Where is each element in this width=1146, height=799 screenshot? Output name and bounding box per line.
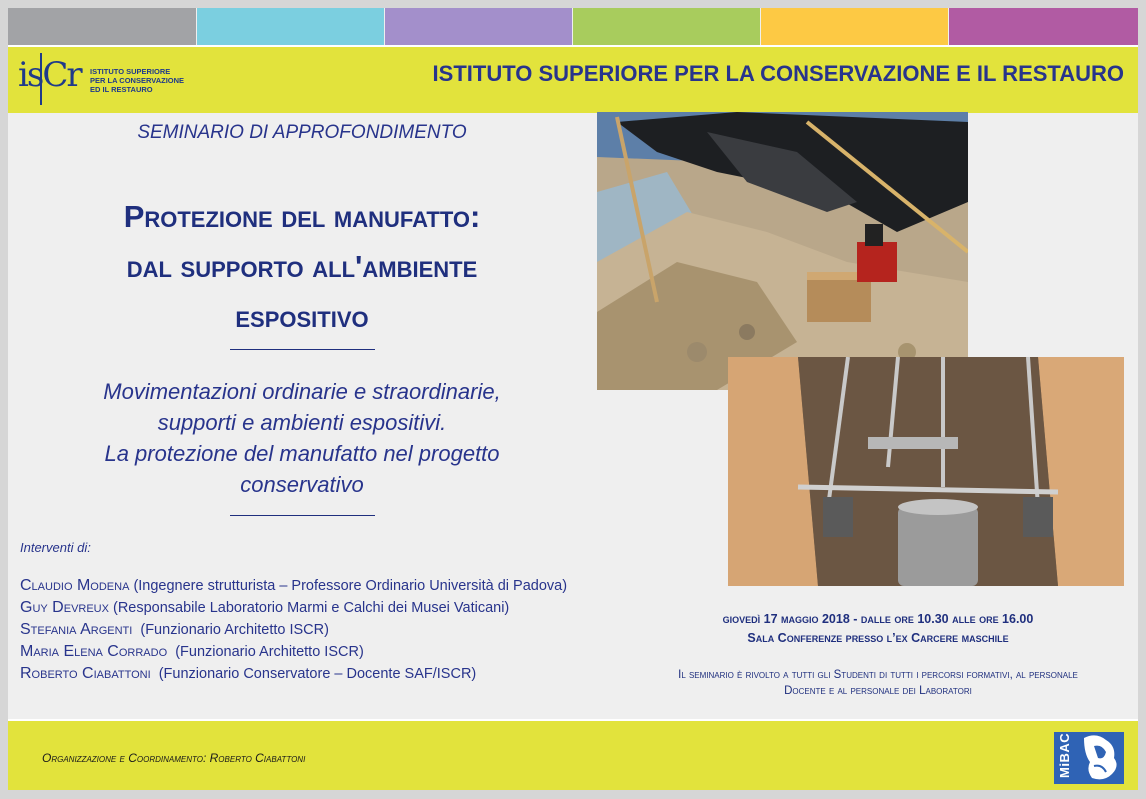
speaker-role: (Funzionario Conservatore – Docente SAF/ISCR): [158, 666, 477, 682]
title-line: Protezione del manufatto:: [123, 199, 481, 234]
subtitle-line: La protezione del manufatto nel progetto: [104, 441, 500, 466]
subtitle-line: supporti e ambienti espositivi.: [157, 410, 447, 435]
speaker-name: Maria Elena Corrado: [20, 643, 168, 660]
construction-site-photo: [597, 112, 968, 390]
poster: [8, 8, 1138, 790]
logo-text: [90, 67, 210, 94]
speaker-name: Guy Devreux: [20, 599, 109, 616]
subtitle-line: Movimentazioni ordinarie e straordinarie,: [103, 379, 501, 404]
organization-credit: Organizzazione e Coordinamento: Roberto Ciabattoni: [42, 751, 306, 765]
header-bar: [8, 45, 1138, 113]
speaker-role: (Funzionario Architetto ISCR): [175, 644, 364, 660]
speaker-name: Claudio Modena: [20, 577, 130, 594]
event-details: [628, 610, 1128, 648]
speakers-label: Interventi di:: [20, 540, 91, 555]
logo-mark: isCr: [18, 55, 81, 95]
color-stripe-5: [761, 8, 948, 45]
logo-text-line: ED IL RESTAURO: [90, 85, 153, 94]
seminar-label: SEMINARIO DI APPROFONDIMENTO: [137, 122, 467, 143]
audience-line: Il seminario è rivolto a tutti gli Studenti di tutti i percorsi formativi, al personale: [678, 669, 1078, 681]
speaker-role: (Ingegnere strutturista – Professore Ordinario Università di Padova): [133, 578, 568, 594]
audience-note: [628, 667, 1128, 699]
color-stripe-1: [8, 8, 196, 45]
speaker-item: [20, 663, 567, 685]
construction-site-illustration: [597, 112, 968, 390]
footer-bar: [8, 719, 1138, 790]
subtitle-line: conservativo: [240, 472, 364, 497]
iscr-logo: [18, 51, 208, 111]
event-venue: Sala Conferenze presso l’ex Carcere maschile: [747, 631, 1009, 645]
mibac-text: MiBAC: [1057, 732, 1072, 778]
color-stripe-6: [949, 8, 1138, 45]
subtitle-divider: [230, 515, 375, 516]
title-line: dal supporto all'ambiente: [126, 249, 478, 284]
support-structure-illustration: [728, 357, 1124, 586]
color-stripe-2: [197, 8, 384, 45]
speaker-item: [20, 575, 567, 597]
event-date: giovedì 17 maggio 2018 - dalle ore 10.30 alle ore 16.00: [722, 612, 1034, 626]
title-divider: [230, 349, 375, 350]
support-structure-photo: [728, 357, 1124, 586]
speaker-name: Stefania Argenti: [20, 621, 133, 638]
logo-text-line: PER LA CONSERVAZIONE: [90, 76, 185, 85]
seminar-title: [8, 192, 596, 342]
speaker-role: (Responsabile Laboratorio Marmi e Calchi dei Musei Vaticani): [113, 600, 510, 616]
speaker-name: Roberto Ciabattoni: [20, 665, 151, 682]
color-stripe-4: [573, 8, 760, 45]
speaker-item: [20, 597, 567, 619]
color-stripe-3: [385, 8, 572, 45]
seminar-subtitle: [48, 376, 556, 500]
mibac-logo: [1054, 732, 1124, 784]
speaker-item: [20, 619, 567, 641]
speaker-role: (Funzionario Architetto ISCR): [140, 622, 329, 638]
audience-line: Docente e al personale dei Laboratori: [784, 685, 972, 697]
title-line: espositivo: [235, 299, 369, 334]
speaker-list: [20, 575, 567, 685]
speaker-item: [20, 641, 567, 663]
institute-title: ISTITUTO SUPERIORE PER LA CONSERVAZIONE E IL RESTAURO: [432, 61, 1124, 86]
logo-text-line: ISTITUTO SUPERIORE: [90, 67, 171, 76]
